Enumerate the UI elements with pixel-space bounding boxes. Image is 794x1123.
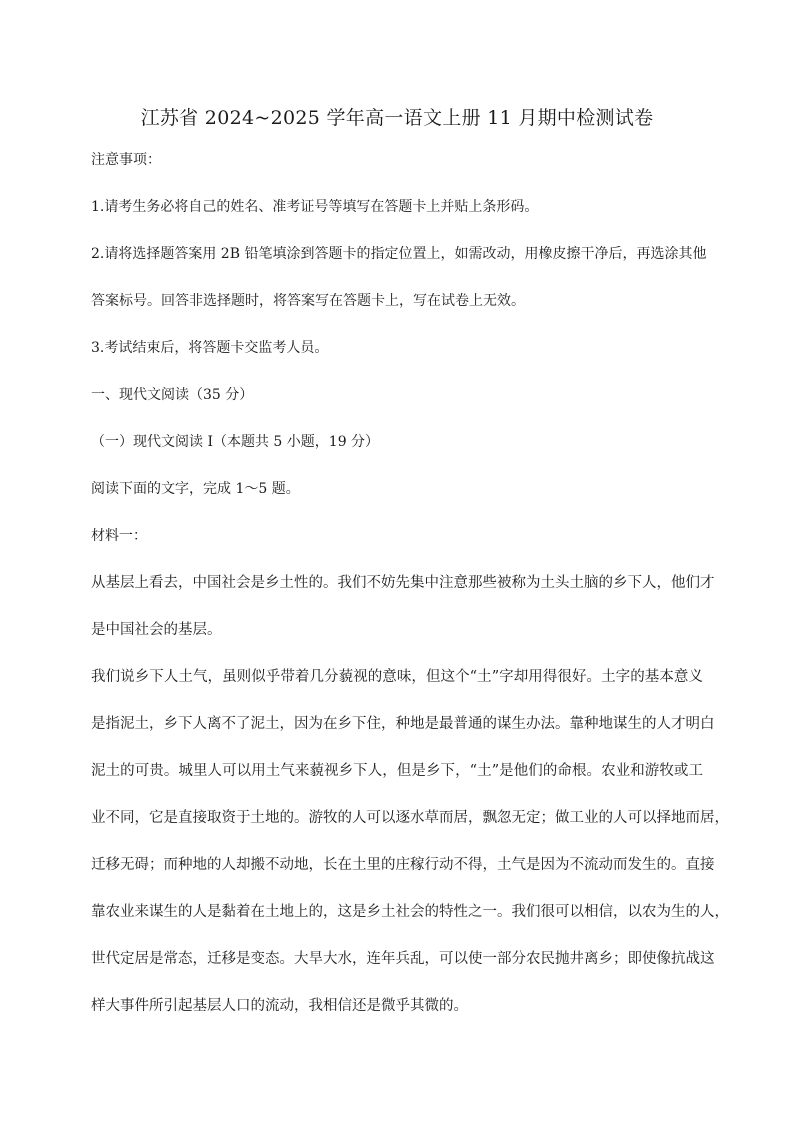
- paragraph-line: 是指泥土，乡下人离不了泥土，因为在乡下住，种地是最普通的谋生办法。靠种地谋生的人才明白: [91, 716, 715, 732]
- material-label: 材料一：: [91, 528, 147, 544]
- instruction: 阅读下面的文字，完成 1～5 题。: [91, 481, 300, 497]
- paragraph-line: 是中国社会的基层。: [91, 622, 222, 638]
- subsection-heading: （一）现代文阅读 I（本题共 5 小题，19 分）: [91, 434, 380, 450]
- notice-item: 1.请考生务必将自己的姓名、准考证号等填写在答题卡上并贴上条形码。: [91, 199, 539, 215]
- paragraph-line: 业不同，它是直接取资于土地的。游牧的人可以逐水草而居，飘忽无定；做工业的人可以择地而居，: [91, 810, 729, 826]
- paragraph-line: 泥土的可贵。城里人可以用土气来藐视乡下人，但是乡下，“土”是他们的命根。农业和游牧或工: [91, 763, 703, 779]
- section-heading: 一、现代文阅读（35 分）: [91, 387, 254, 403]
- notice-item: 3.考试结束后，将答题卡交监考人员。: [91, 340, 329, 356]
- paragraph-line: 样大事件所引起基层人口的流动，我相信还是微乎其微的。: [91, 998, 468, 1014]
- notice-item: 2.请将选择题答案用 2B 铅笔填涂到答题卡的指定位置上，如需改动，用橡皮擦干净后，再选涂其他: [91, 246, 707, 262]
- notice-item: 答案标号。回答非选择题时，将答案写在答题卡上，写在试卷上无效。: [91, 293, 525, 309]
- paragraph-line: 我们说乡下人土气，虽则似乎带着几分藐视的意味，但这个“土”字却用得很好。土字的基本意义: [91, 669, 703, 685]
- page-title: 江苏省 2024~2025 学年高一语文上册 11 月期中检测试卷: [140, 107, 654, 129]
- paragraph-line: 靠农业来谋生的人是黏着在土地上的，这是乡土社会的特性之一。我们很可以相信，以农为生的人，: [91, 904, 729, 920]
- paragraph-line: 从基层上看去，中国社会是乡土性的。我们不妨先集中注意那些被称为土头土脑的乡下人，他们才: [91, 575, 715, 591]
- paragraph-line: 迁移无碍；而种地的人却搬不动地，长在土里的庄稼行动不得，土气是因为不流动而发生的。直接: [91, 857, 715, 873]
- paragraph-line: 世代定居是常态，迁移是变态。大旱大水，连年兵乱，可以使一部分农民抛井离乡；即使像抗战这: [91, 951, 715, 967]
- notice-heading: 注意事项：: [91, 152, 161, 168]
